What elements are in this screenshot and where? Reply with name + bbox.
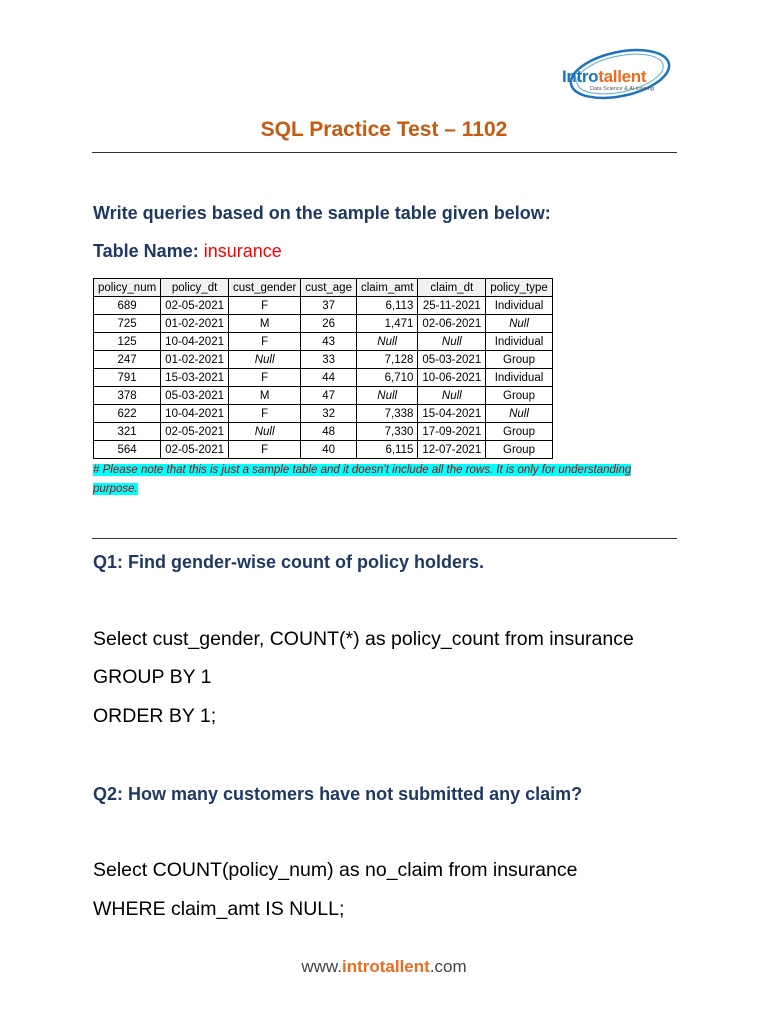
logo-wordmark: Introtallent xyxy=(562,67,647,86)
table-cell: 622 xyxy=(94,405,161,423)
table-cell: 02-05-2021 xyxy=(161,297,229,315)
table-cell: 378 xyxy=(94,387,161,405)
table-row xyxy=(94,405,553,423)
insurance-table xyxy=(93,278,553,459)
table-row xyxy=(94,297,553,315)
table-cell: 17-09-2021 xyxy=(418,423,486,441)
table-cell: Group xyxy=(486,387,553,405)
table-cell: 1,471 xyxy=(356,315,417,333)
table-cell: F xyxy=(229,441,301,459)
footer-website-link[interactable]: www.introtallent.com xyxy=(301,957,467,976)
table-cell: Null xyxy=(486,315,553,333)
table-cell: Individual xyxy=(486,333,553,351)
q1-query-line: Select cust_gender, COUNT(*) as policy_count from insurance xyxy=(93,628,634,650)
table-cell: 05-03-2021 xyxy=(161,387,229,405)
table-cell: 791 xyxy=(94,369,161,387)
table-cell: 48 xyxy=(301,423,357,441)
table-cell: 01-02-2021 xyxy=(161,315,229,333)
column-header: claim_amt xyxy=(356,279,417,297)
table-cell: 7,338 xyxy=(356,405,417,423)
instructions-heading: Write queries based on the sample table given below: xyxy=(93,203,551,223)
table-row xyxy=(94,423,553,441)
q1-query-line: ORDER BY 1; xyxy=(93,705,217,727)
table-cell: 01-02-2021 xyxy=(161,351,229,369)
table-cell: 40 xyxy=(301,441,357,459)
table-row xyxy=(94,441,553,459)
table-cell: 15-04-2021 xyxy=(418,405,486,423)
table-cell: Null xyxy=(229,423,301,441)
divider-middle xyxy=(92,538,677,539)
sample-table-note: # Please note that this is just a sample table and it doesn’t include all the rows. It is only for understanding purpose. xyxy=(93,464,632,495)
table-name-heading xyxy=(93,241,282,262)
table-cell: 15-03-2021 xyxy=(161,369,229,387)
table-cell: M xyxy=(229,387,301,405)
table-cell: F xyxy=(229,405,301,423)
table-cell: M xyxy=(229,315,301,333)
table-cell: Group xyxy=(486,351,553,369)
table-cell: 12-07-2021 xyxy=(418,441,486,459)
table-cell: 125 xyxy=(94,333,161,351)
q2-query-line: Select COUNT(policy_num) as no_claim from insurance xyxy=(93,859,578,881)
column-header: policy_dt xyxy=(161,279,229,297)
table-cell: 725 xyxy=(94,315,161,333)
table-cell: 7,128 xyxy=(356,351,417,369)
table-row xyxy=(94,333,553,351)
table-cell: 247 xyxy=(94,351,161,369)
table-row xyxy=(94,369,553,387)
table-cell: Group xyxy=(486,441,553,459)
table-cell: 02-06-2021 xyxy=(418,315,486,333)
table-cell: F xyxy=(229,369,301,387)
q1-query-line: GROUP BY 1 xyxy=(93,666,212,688)
table-cell: 25-11-2021 xyxy=(418,297,486,315)
table-cell: 6,115 xyxy=(356,441,417,459)
page-title: SQL Practice Test – 1102 xyxy=(260,118,508,141)
table-cell: 7,330 xyxy=(356,423,417,441)
q2-query-line: WHERE claim_amt IS NULL; xyxy=(93,898,345,920)
table-cell: F xyxy=(229,297,301,315)
table-cell: Null xyxy=(356,387,417,405)
introtallent-logo xyxy=(556,46,676,108)
column-header: claim_dt xyxy=(418,279,486,297)
table-cell: Null xyxy=(486,405,553,423)
table-cell: 37 xyxy=(301,297,357,315)
table-cell: 02-05-2021 xyxy=(161,441,229,459)
question-1: Q1: Find gender-wise count of policy holders. xyxy=(93,552,485,572)
table-row xyxy=(94,387,553,405)
column-header: cust_age xyxy=(301,279,357,297)
table-cell: 564 xyxy=(94,441,161,459)
table-cell: F xyxy=(229,333,301,351)
table-cell: 44 xyxy=(301,369,357,387)
table-cell: 47 xyxy=(301,387,357,405)
question-2: Q2: How many customers have not submitted any claim? xyxy=(93,784,583,804)
table-cell: Group xyxy=(486,423,553,441)
column-header: policy_type xyxy=(486,279,553,297)
table-row xyxy=(94,315,553,333)
table-cell: 10-04-2021 xyxy=(161,405,229,423)
table-cell: Individual xyxy=(486,297,553,315)
table-cell: 05-03-2021 xyxy=(418,351,486,369)
table-row xyxy=(94,351,553,369)
table-cell: Null xyxy=(356,333,417,351)
column-header: policy_num xyxy=(94,279,161,297)
table-cell: 10-06-2021 xyxy=(418,369,486,387)
table-name-value: insurance xyxy=(203,241,282,261)
table-cell: Null xyxy=(418,333,486,351)
table-cell: 33 xyxy=(301,351,357,369)
table-cell: Null xyxy=(418,387,486,405)
table-cell: 689 xyxy=(94,297,161,315)
divider-top xyxy=(92,152,677,153)
table-cell: 02-05-2021 xyxy=(161,423,229,441)
table-cell: 43 xyxy=(301,333,357,351)
table-cell: 10-04-2021 xyxy=(161,333,229,351)
table-header-row xyxy=(94,279,553,297)
logo-tagline: Data Science & AI training xyxy=(590,86,654,92)
table-cell: Null xyxy=(229,351,301,369)
table-cell: 32 xyxy=(301,405,357,423)
table-cell: 26 xyxy=(301,315,357,333)
table-name-label: Table Name: xyxy=(93,241,204,261)
table-cell: 321 xyxy=(94,423,161,441)
table-cell: Individual xyxy=(486,369,553,387)
table-cell: 6,113 xyxy=(356,297,417,315)
column-header: cust_gender xyxy=(229,279,301,297)
table-cell: 6,710 xyxy=(356,369,417,387)
